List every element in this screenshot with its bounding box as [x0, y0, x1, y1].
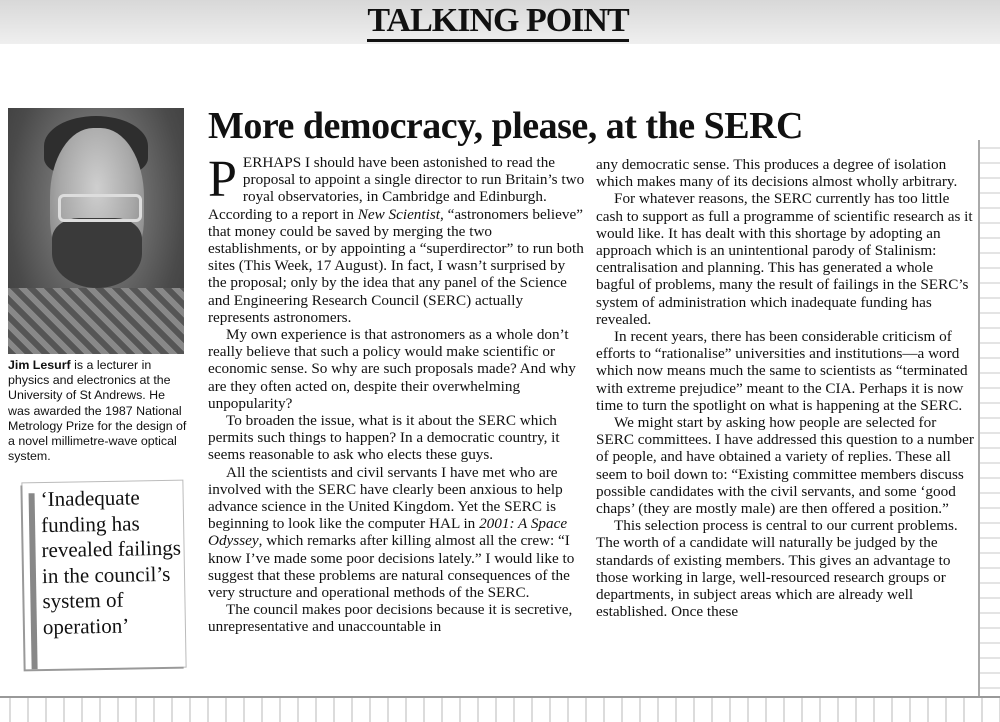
- pull-quote-text: ‘Inadequate funding has revealed failings in the council’s system of operation’: [40, 485, 182, 640]
- article-paragraph: For whatever reasons, the SERC currently has too little cash to support as full a programme of scientific research as it would like. It has dealt with this shortage by adopting an approach which is an unintentional parody of Stalinism: centralisation and planning. This has generated a whole bagful of problems, many the result of failings in the SERC’s system of administration which inadequate funding has revealed.: [596, 190, 973, 328]
- headline: More democracy, please, at the SERC: [208, 105, 803, 147]
- torn-edge-right: [978, 140, 1000, 700]
- pull-quote-bar: [29, 493, 38, 669]
- author-name: Jim Lesurf: [8, 358, 71, 372]
- article-paragraph: We might start by asking how people are selected for SERC committees. I have addressed this question to a number of people, and have obtained a variety of replies. These all seem to boil down to: “Existing committee members discuss possible candidates with the civil servants, and some ‘good chaps’ (they are mostly male) are then offered a position.”: [596, 414, 974, 518]
- article-paragraph: any democratic sense. This produces a degree of isolation which makes many of its decisions almost wholly arbitrary.: [596, 156, 958, 191]
- author-photo: [8, 108, 184, 354]
- pull-quote: [22, 481, 185, 670]
- photo-glasses: [58, 194, 142, 222]
- author-bio-text: is a lecturer in physics and electronics at the University of St Andrews. He was awarded the 1987 National Metrology Prize for the design of a novel millimetre-wave optical system.: [8, 358, 187, 464]
- article-paragraph: My own experience is that astronomers as a whole don’t really believe that such a policy would make scientific or economic sense. So why are such proposals made? And why are they often acted on, despite their overwhelming unpopularity?: [208, 326, 576, 412]
- article-paragraph: To broaden the issue, what is it about the SERC which permits such things to happen? In a democratic country, it seems reasonable to ask who elects these guys.: [208, 412, 560, 464]
- section-title: TALKING POINT: [350, 2, 646, 42]
- article-paragraph: This selection process is central to our current problems. The worth of a candidate will naturally be judged by the standards of existing members. This gives an advantage to those working in large, well-resourced research groups or departments, in subject areas which are already well established. Once these: [596, 517, 958, 621]
- photo-shirt: [8, 288, 184, 354]
- torn-edge-bottom: [0, 696, 1000, 722]
- article-column-2: [596, 156, 974, 620]
- photo-beard: [52, 218, 142, 288]
- article-paragraph: In recent years, there has been considerable criticism of efforts to “rationalise” universities and institutions—a word which now means much the same to scientists as “terminated with extreme prejudice” meant to the CIA. Perhaps it is now time to turn the spotlight on what is happening at the SERC.: [596, 328, 968, 414]
- article-paragraph: PERHAPS I should have been astonished to read the proposal to appoint a single director to run Britain’s two royal observatories, in Cambridge and Edinburgh. According to a report in New Scientist, “astronomers believe” that money could be saved by merging the two establishments, or by appointing a “superdirector” to run both sites (This Week, 17 August). In fact, I wasn’t surprised by the proposal; only by the idea that any panel of the Science and Engineering Research Council (SERC) actually represents astronomers.: [208, 151, 585, 326]
- article-column-1: [208, 151, 586, 636]
- author-bio: [8, 358, 190, 464]
- article-paragraph: All the scientists and civil servants I have met who are involved with the SERC have clearly been anxious to help advance science in the United Kingdom. Yet the SERC is beginning to look like the computer HAL in 2001: A Space Odyssey, which remarks after killing almost all the crew: “I know I’ve made some poor decisions lately.” I would like to suggest that these problems are natural consequences of the very structure and operational methods of the SERC.: [208, 463, 575, 602]
- article-paragraph: The council makes poor decisions because it is secretive, unrepresentative and unaccountable in: [208, 601, 573, 636]
- drop-cap: P: [208, 151, 237, 208]
